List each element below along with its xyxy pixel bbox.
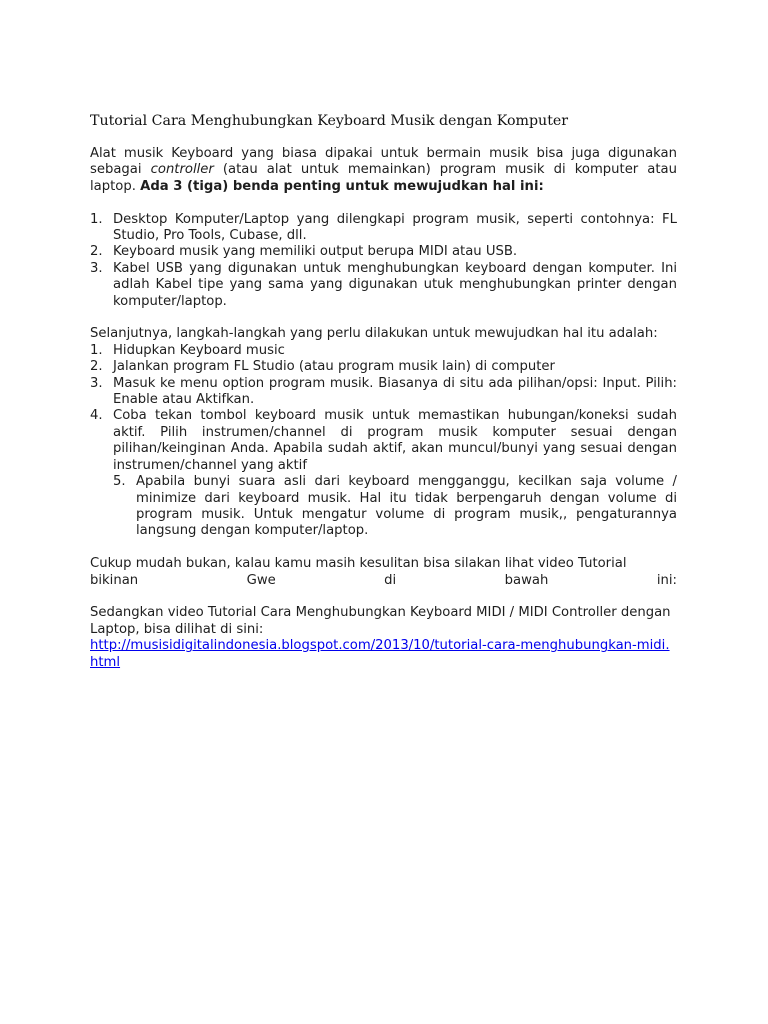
list-item [90, 359, 677, 375]
list-number: 2. [90, 244, 103, 260]
list-item-text: Masuk ke menu option program musik. Biasanya di situ ada pilihan/opsi: Input. Pilih: Enable atau Aktifkan. [113, 375, 677, 408]
list-item [90, 261, 677, 310]
list-number: 5. [113, 474, 126, 490]
requirements-list [90, 212, 677, 310]
closing-word: Gwe [246, 572, 276, 588]
list-item-text: Desktop Komputer/Laptop yang dilengkapi program musik, seperti contohnya: FL Studio, Pro Tools, Cubase, dll. [113, 211, 677, 244]
list-number: 3. [90, 260, 103, 276]
list-number: 3. [90, 375, 103, 391]
list-item-text: Jalankan program FL Studio (atau program musik lain) di computer [113, 359, 555, 375]
intro-bold-statement: Ada 3 (tiga) benda penting untuk mewujudkan hal ini: [140, 178, 544, 194]
video-paragraph: Sedangkan video Tutorial Cara Menghubungkan Keyboard MIDI / MIDI Controller dengan Laptop, bisa dilihat di sini: [90, 605, 671, 637]
list-number: 1. [90, 211, 103, 227]
list-item-text: Coba tekan tombol keyboard musik untuk memastikan hubungan/koneksi sudah aktif. Pilih instrumen/channel di program musik komputer sesuai dengan pilihan/keinginan Anda. Apabila sudah aktif, akan muncul/bunyi yang sesuai dengan instrumen/channel yang aktif [113, 408, 677, 473]
video-link[interactable]: http://musisidigitalindonesia.blogspot.com/2013/10/tutorial-cara-menghubungkan-midi.html [90, 638, 670, 670]
list-item-text: Hidupkan Keyboard music [113, 342, 285, 358]
closing-line-2 [90, 573, 677, 589]
list-item [90, 408, 677, 474]
list-number: 1. [90, 342, 103, 358]
closing-word: di [384, 572, 397, 588]
closing-word: ini: [656, 572, 677, 588]
closing-word: bikinan [90, 572, 139, 588]
intro-text-2: (atau alat untuk memainkan) program musik di komputer atau laptop. [90, 162, 677, 194]
list-item [90, 376, 677, 409]
list-item [90, 474, 677, 540]
closing-line-1: Cukup mudah bukan, kalau kamu masih kesulitan bisa silakan lihat video Tutorial [90, 556, 627, 572]
document-page [90, 112, 677, 671]
list-item [90, 343, 677, 359]
list-number: 4. [90, 408, 103, 424]
list-item-text: Keyboard musik yang memiliki output berupa MIDI atau USB. [113, 244, 518, 260]
steps-intro: Selanjutnya, langkah-langkah yang perlu dilakukan untuk mewujudkan hal itu adalah: [90, 326, 658, 342]
intro-text-1: Alat musik Keyboard yang biasa dipakai untuk bermain musik bisa juga digunakan sebagai [90, 146, 677, 178]
list-number: 2. [90, 359, 103, 375]
intro-paragraph [90, 146, 677, 195]
list-item-text: Apabila bunyi suara asli dari keyboard mengganggu, kecilkan saja volume / minimize dari keyboard musik. Hal itu tidak berpengaruh dengan volume di program musik. Untuk mengatur volume di program musik,, pengaturannya langsung dengan komputer/laptop. [136, 474, 677, 539]
steps-list [90, 343, 677, 540]
document-title: Tutorial Cara Menghubungkan Keyboard Musik dengan Komputer [90, 113, 569, 129]
list-item [90, 244, 677, 260]
closing-word: bawah [504, 572, 549, 588]
intro-italic-controller: controller [150, 162, 214, 178]
list-item-text: Kabel USB yang digunakan untuk menghubungkan keyboard dengan komputer. Ini adlah Kabel tipe yang sama yang digunakan utuk menghubungkan printer dengan komputer/laptop. [113, 260, 677, 309]
list-item [90, 212, 677, 245]
